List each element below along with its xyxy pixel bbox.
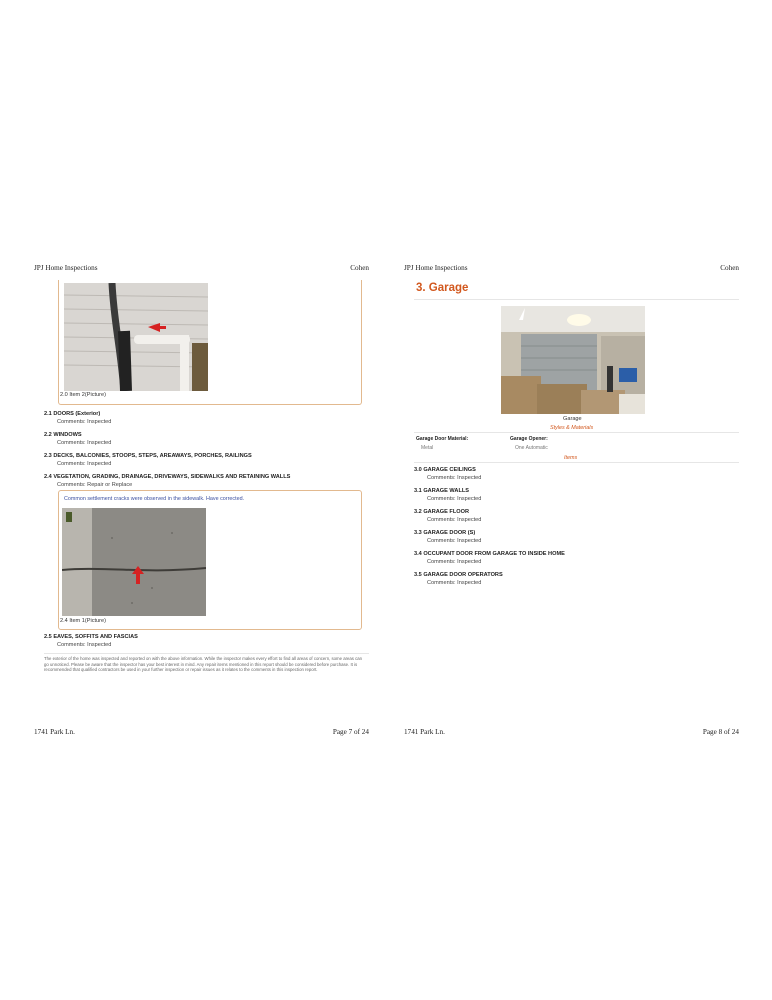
section-footnote: The exterior of the home was inspected and reported on with the above information. While the inspector makes every effort to find all areas of concern, some areas can go unnoticed. Please be aware that the inspector has your best interest in mind. Any repair items mentioned in this report should be considered before purchase. It is recommended that qualified contractors be used in your further inspection or repair issues as it relates to the comments in this inspection report. — [44, 656, 363, 673]
siding-photo — [64, 283, 208, 391]
inspection-item — [414, 551, 565, 565]
item-title: 3.4 OCCUPANT DOOR FROM GARAGE TO INSIDE HOME — [414, 551, 565, 557]
garage-door-material-label: Garage Door Material: — [416, 436, 469, 442]
item-title: 3.1 GARAGE WALLS — [414, 488, 470, 494]
item-comment: Comments: Inspected — [57, 642, 112, 648]
item-title: 3.0 GARAGE CEILINGS — [414, 467, 476, 473]
item-title: 3.2 GARAGE FLOOR — [414, 509, 470, 515]
inspection-item — [414, 467, 481, 481]
garage-door-material-value: Metal — [421, 445, 434, 451]
item-title: 2.3 DECKS, BALCONIES, STOOPS, STEPS, AREAWAYS, PORCHES, RAILINGS — [44, 453, 252, 459]
sidewalk-photo — [62, 508, 206, 616]
inspection-item — [414, 572, 503, 586]
section-title: 3. Garage — [416, 282, 469, 294]
item-title: 2.5 EAVES, SOFFITS AND FASCIAS — [44, 634, 138, 640]
divider — [414, 432, 739, 433]
photo-box-siding — [58, 280, 362, 405]
garage-photo — [501, 306, 645, 414]
item-comment: Comments: Inspected — [427, 559, 482, 565]
photo-caption: 2.4 Item 1(Picture) — [60, 618, 107, 624]
garage-opener-value: One Automatic — [515, 445, 548, 451]
styles-materials-label: Styles & Materials — [550, 425, 594, 431]
photo-caption: Garage — [563, 416, 582, 422]
garage-opener-label: Garage Opener: — [510, 436, 548, 442]
item-title: 3.3 GARAGE DOOR (S) — [414, 530, 476, 536]
divider — [44, 653, 369, 654]
inspection-item — [414, 530, 481, 544]
item-comment: Comments: Repair or Replace — [57, 482, 133, 488]
inspection-item — [44, 432, 111, 446]
inspection-item — [44, 453, 252, 467]
photo-caption: 2.0 Item 2(Picture) — [60, 392, 107, 398]
item-title: 2.1 DOORS (Exterior) — [44, 411, 101, 417]
item-comment: Comments: Inspected — [427, 475, 482, 481]
item-comment: Comments: Inspected — [427, 538, 482, 544]
property-address: 1741 Park Ln. — [404, 728, 445, 736]
inspector-note: Common settlement cracks were observed in the sidewalk. Have corrected. — [64, 496, 245, 502]
item-title: 2.2 WINDOWS — [44, 432, 82, 438]
inspection-item — [44, 474, 290, 488]
item-comment: Comments: Inspected — [427, 580, 482, 586]
item-title: 2.4 VEGETATION, GRADING, DRAINAGE, DRIVEWAYS, SIDEWALKS AND RETAINING WALLS — [44, 474, 291, 480]
divider — [414, 299, 739, 300]
company-name: JPJ Home Inspections — [34, 264, 98, 272]
item-comment: Comments: Inspected — [57, 440, 112, 446]
divider — [414, 462, 739, 463]
item-comment: Comments: Inspected — [57, 461, 112, 467]
client-name: Cohen — [720, 264, 739, 272]
items-label: Items — [564, 455, 578, 461]
inspection-item — [414, 509, 481, 523]
report-page-8 — [404, 258, 739, 748]
inspection-item — [44, 411, 111, 425]
company-name: JPJ Home Inspections — [404, 264, 468, 272]
page-number: Page 8 of 24 — [702, 728, 739, 736]
item-comment: Comments: Inspected — [427, 517, 482, 523]
photo-box-sidewalk — [58, 490, 362, 630]
property-address: 1741 Park Ln. — [34, 728, 75, 736]
inspection-item — [414, 488, 481, 502]
inspection-item — [44, 634, 138, 648]
page-number: Page 7 of 24 — [332, 728, 369, 736]
client-name: Cohen — [350, 264, 369, 272]
item-comment: Comments: Inspected — [57, 419, 112, 425]
item-comment: Comments: Inspected — [427, 496, 482, 502]
report-page-7 — [34, 258, 369, 748]
item-title: 3.5 GARAGE DOOR OPERATORS — [414, 572, 503, 578]
